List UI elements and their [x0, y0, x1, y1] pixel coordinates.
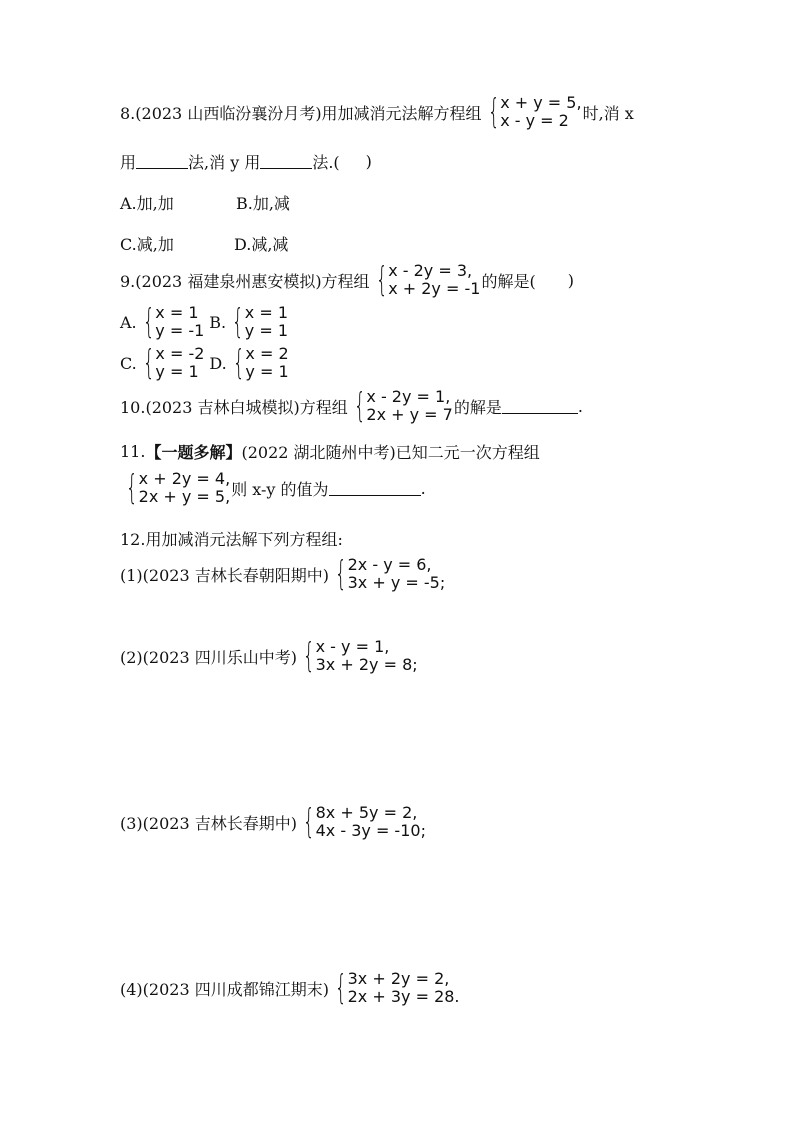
- q9-a-eq1: x = 1: [155, 303, 199, 322]
- brace-icon: {: [231, 302, 244, 342]
- q9-close: ): [567, 270, 574, 290]
- q8-text-b: 法,消 y 用: [188, 153, 261, 172]
- q12-p1-label: (1)(2023 吉林长春朝阳期中): [120, 565, 329, 585]
- q8-eq1: x + y = 5,: [500, 93, 582, 112]
- q11-eq2: 2x + y = 5,: [138, 487, 231, 506]
- brace-icon: {: [353, 386, 366, 426]
- q8-system: [483, 94, 582, 130]
- q9-option-d-label[interactable]: D.: [209, 353, 227, 373]
- q8-options-row1: [120, 191, 290, 214]
- q12-p2-label: (2)(2023 四川乐山中考): [120, 647, 297, 667]
- q11-line2: [120, 470, 426, 506]
- q8-line1: [120, 94, 634, 130]
- q12-p4-system: [330, 970, 460, 1006]
- q10-end: .: [577, 396, 583, 416]
- q8-options-row2: [120, 232, 288, 255]
- answer-blank[interactable]: [260, 154, 312, 169]
- q9-a-eq2: y = -1: [155, 321, 205, 340]
- q12-p2-system: [298, 638, 418, 674]
- answer-blank[interactable]: [329, 481, 421, 496]
- q12-p1-eq1: 2x - y = 6,: [347, 555, 432, 574]
- q9-b-eq1: x = 1: [244, 303, 288, 322]
- q12-p4-eq2: 2x + 3y = 28.: [347, 987, 460, 1006]
- q8-option-b[interactable]: B.加,减: [236, 194, 290, 213]
- q8-line2: [120, 150, 372, 173]
- q12-part2: [120, 638, 419, 674]
- q9-c-eq1: x = -2: [155, 344, 205, 363]
- q12-p4-label: (4)(2023 四川成都锦江期末): [120, 979, 329, 999]
- q11-end: .: [420, 478, 426, 498]
- q8-text-a: 用: [120, 153, 137, 172]
- q10-system: [349, 388, 453, 424]
- q9-option-b[interactable]: [227, 304, 288, 340]
- q12-p4-eq1: 3x + 2y = 2,: [347, 969, 450, 988]
- q11-eq1: x + 2y = 4,: [138, 469, 231, 488]
- brace-icon: {: [375, 260, 388, 300]
- q8-suffix: 时,消 x: [582, 103, 634, 123]
- q9-option-a-label[interactable]: A.: [120, 312, 137, 332]
- q8-prefix: 8.(2023 山西临汾襄汾月考)用加减消元法解方程组: [120, 103, 482, 123]
- q10-eq1: x - 2y = 1,: [366, 387, 451, 406]
- q9-eq2: x + 2y = -1: [388, 279, 481, 298]
- q11-line1: [120, 440, 540, 463]
- q9-option-c-label[interactable]: C.: [120, 353, 137, 373]
- q12-title-text: 12.用加减消元法解下列方程组:: [120, 530, 343, 549]
- q8-eq2: x - y = 2: [500, 111, 569, 130]
- q9-b-eq2: y = 1: [244, 321, 288, 340]
- answer-blank[interactable]: [502, 399, 578, 414]
- q8-option-c[interactable]: C.减,加: [120, 235, 174, 254]
- q11-tag: 【一题多解】: [145, 443, 242, 462]
- q12-part3: [120, 804, 427, 840]
- q12-p3-eq1: 8x + 5y = 2,: [315, 803, 418, 822]
- q10-suffix: 的解是: [453, 397, 502, 417]
- q8-option-d[interactable]: D.减,减: [234, 235, 289, 254]
- q9-line1: [120, 262, 574, 298]
- q12-p1-eq2: 3x + y = -5;: [347, 573, 446, 592]
- q9-suffix: 的解是(: [481, 271, 536, 291]
- q12-title: [120, 527, 343, 550]
- q11-text: (2022 湖北随州中考)已知二元一次方程组: [241, 443, 540, 462]
- q8-option-a[interactable]: A.加,加: [120, 194, 174, 213]
- q9-options-row2: [120, 345, 290, 381]
- q11-system: [121, 470, 230, 506]
- q12-p3-system: [298, 804, 426, 840]
- q12-p1-system: [330, 556, 445, 592]
- q9-d-eq1: x = 2: [245, 344, 289, 363]
- q9-d-eq2: y = 1: [245, 362, 289, 381]
- q8-text-c: 法.(: [312, 153, 340, 172]
- q9-option-c[interactable]: [138, 345, 205, 381]
- q9-prefix: 9.(2023 福建泉州惠安模拟)方程组: [120, 271, 370, 291]
- q9-options-row1: [120, 304, 289, 340]
- q10-prefix: 10.(2023 吉林白城模拟)方程组: [120, 397, 348, 417]
- brace-icon: {: [142, 343, 155, 383]
- brace-icon: {: [302, 636, 315, 676]
- brace-icon: {: [232, 343, 245, 383]
- q10-eq2: 2x + y = 7: [366, 405, 453, 424]
- q9-option-a[interactable]: [138, 304, 205, 340]
- q8-text-d: ): [365, 152, 372, 171]
- brace-icon: {: [142, 302, 155, 342]
- q11-prefix: 11.: [120, 442, 146, 461]
- brace-icon: {: [302, 802, 315, 842]
- q9-eq1: x - 2y = 3,: [388, 261, 473, 280]
- q12-p3-label: (3)(2023 吉林长春期中): [120, 813, 297, 833]
- q11-suffix: 则 x-y 的值为: [231, 479, 329, 499]
- q9-option-b-label[interactable]: B.: [209, 312, 227, 332]
- q12-part4: [120, 970, 461, 1006]
- q10-line: [120, 388, 583, 424]
- q12-part1: [120, 556, 446, 592]
- brace-icon: {: [125, 468, 138, 508]
- q12-p2-eq2: 3x + 2y = 8;: [315, 655, 418, 674]
- q12-p2-eq1: x - y = 1,: [315, 637, 390, 656]
- brace-icon: {: [487, 92, 500, 132]
- answer-blank[interactable]: [136, 154, 188, 169]
- q12-p3-eq2: 4x - 3y = -10;: [315, 821, 426, 840]
- brace-icon: {: [334, 554, 347, 594]
- q9-c-eq2: y = 1: [155, 362, 199, 381]
- q9-system: [371, 262, 481, 298]
- brace-icon: {: [334, 968, 347, 1008]
- q9-option-d[interactable]: [228, 345, 289, 381]
